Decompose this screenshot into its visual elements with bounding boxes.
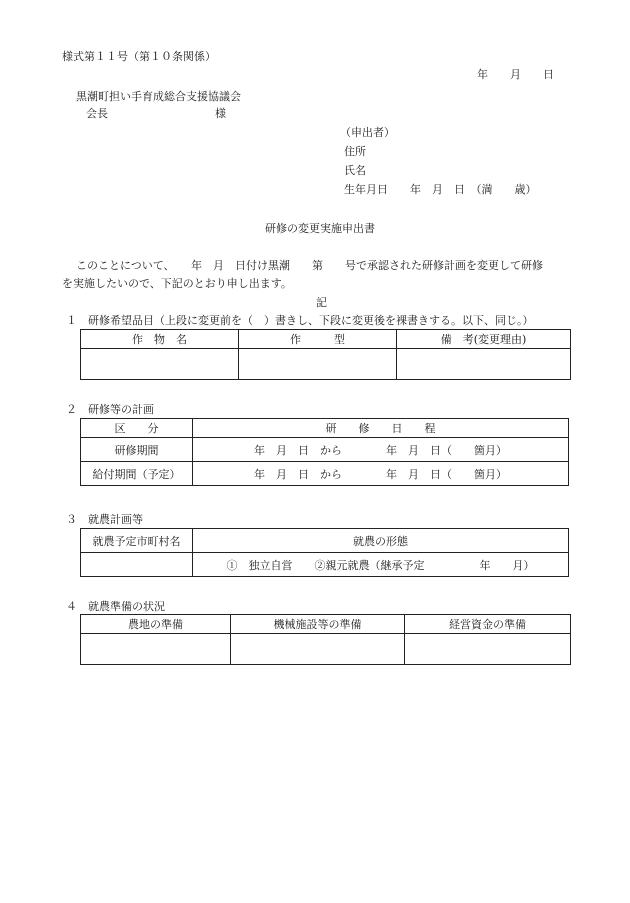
submission-date: 年 月 日 [477,68,554,81]
farmland-prep-cell[interactable] [81,634,231,665]
organization-name: 黒潮町担い手育成総合支援協議会 [76,90,241,103]
remarks-header: 備 考(変更理由) [397,330,571,349]
funding-prep-cell[interactable] [405,634,571,665]
section4-table [80,614,571,665]
training-period-label: 研修期間 [81,438,193,462]
crop-type-header: 作 型 [239,330,397,349]
category-header: 区 分 [81,419,193,438]
document-title: 研修の変更実施申出書 [265,222,375,235]
funding-prep-header: 経営資金の準備 [405,615,571,634]
section2-table [80,418,569,486]
farming-type-header: 就農の形態 [193,529,569,553]
schedule-header: 研 修 日 程 [193,419,569,438]
benefit-period-schedule[interactable]: 年 月 日 から 年 月 日（ 箇月） [193,462,569,486]
municipality-header: 就農予定市町村名 [81,529,193,553]
equipment-prep-header: 機械施設等の準備 [231,615,405,634]
addressee-honorific: 様 [215,107,226,120]
training-period-schedule[interactable]: 年 月 日 から 年 月 日（ 箇月） [193,438,569,462]
section3-heading: ３ 就農計画等 [66,513,143,526]
form-number: 様式第１１号（第１０条関係） [62,50,216,63]
crop-name-header: 作 物 名 [81,330,239,349]
section1-table [80,329,571,380]
farming-type-options[interactable]: ① 独立自営 ②親元就農（継承予定 年 月） [193,553,569,577]
remarks-cell[interactable] [397,349,571,380]
applicant-label: （申出者） [340,126,395,139]
section4-heading: ４ 就農準備の状況 [66,600,165,613]
applicant-name-label: 氏名 [344,164,366,177]
municipality-cell[interactable] [81,553,193,577]
section2-heading: ２ 研修等の計画 [66,403,154,416]
ki-label: 記 [316,296,327,309]
farmland-prep-header: 農地の準備 [81,615,231,634]
section1-heading: １ 研修希望品目（上段に変更前を（ ）書きし、下段に変更後を裸書きする。以下、同じ。） [66,314,534,327]
applicant-birth-line: 生年月日 年 月 日 （満 歳） [344,183,537,196]
crop-type-cell[interactable] [239,349,397,380]
equipment-prep-cell[interactable] [231,634,405,665]
applicant-address-label: 住所 [344,145,366,158]
benefit-period-label: 給付期間（予定） [81,462,193,486]
body-line-1: このことについて、 年 月 日付け黒潮 第 号で承認された研修計画を変更して研修 [76,259,544,272]
body-line-2: を実施したいので、下記のとおり申し出ます。 [62,277,292,290]
section3-table [80,528,569,577]
crop-name-cell[interactable] [81,349,239,380]
addressee-title: 会長 [86,107,108,120]
